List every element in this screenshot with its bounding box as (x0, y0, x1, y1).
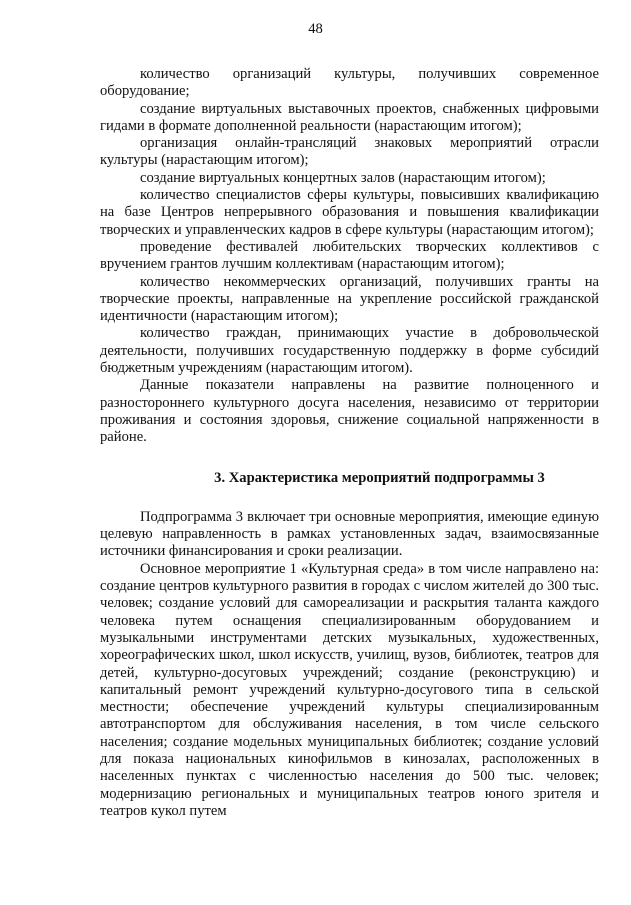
indicator-item: количество организаций культуры, получивших современное оборудование; (100, 66, 599, 100)
summary-paragraph: Данные показатели направлены на развитие полноценного и разностороннего культурного досуга населения, независимо от территории проживания и состояния здоровья, снижение социальной напряженности в районе. (100, 377, 599, 446)
section-paragraph: Подпрограмма 3 включает три основные мероприятия, имеющие единую целевую направленность в рамках установленных задач, взаимосвязанные источники финансирования и сроки реализации. (100, 508, 599, 560)
indicator-item: создание виртуальных концертных залов (нарастающим итогом); (140, 169, 546, 186)
section-heading: 3. Характеристика мероприятий подпрограммы 3 (214, 469, 545, 486)
indicator-item: проведение фестивалей любительских творческих коллективов с вручением грантов лучшим коллективам (нарастающим итогом); (100, 238, 599, 273)
page-number: 48 (308, 21, 323, 37)
indicator-item: количество некоммерческих организаций, получивших гранты на творческие проекты, направленные на укрепление российской гражданской идентичности (нарастающим итогом); (100, 273, 599, 325)
page-body (100, 66, 599, 820)
indicator-item: организация онлайн-трансляций знаковых мероприятий отрасли культуры (нарастающим итогом); (100, 135, 599, 169)
section-paragraph: Основное мероприятие 1 «Культурная среда» в том числе направлено на: создание центров культурного развития в городах с числом жителей до 300 тыс. человек; создание условий для самореализации и раскрытия таланта каждого человека путем оснащения специализированным оборудованием и музыкальными инструментами детских музыкальных, художественных, хореографических школ, школ искусств, училищ, вузов, библиотек, театров для детей, культурно-досуговых учреждений; создание (реконструкцию) и капитальный ремонт учреждений культурно-досугового типа в сельской местности; обеспечение учреждений культуры специализированным автотранспортом для обслуживания населения, в том числе сельского населения; создание модельных муниципальных библиотек; создание условий для показа национальных кинофильмов в кинозалах, расположенных в населенных пунктах с численностью населения до 500 тыс. человек; модернизацию региональных и муниципальных театров юного зрителя и театров кукол путем (100, 560, 599, 819)
indicator-item: количество граждан, принимающих участие в добровольческой деятельности, получивших государственную поддержку в форме субсидий бюджетным учреждениям (нарастающим итогом). (100, 325, 599, 377)
indicator-item: количество специалистов сферы культуры, повысивших квалификацию на базе Центров непрерывного образования и повышения квалификации творческих и управленческих кадров в сфере культуры (нарастающим итогом); (100, 187, 599, 238)
section-body (100, 509, 599, 820)
indicator-item: создание виртуальных выставочных проектов, снабженных цифровыми гидами в формате дополненной реальности (нарастающим итогом); (100, 100, 599, 134)
